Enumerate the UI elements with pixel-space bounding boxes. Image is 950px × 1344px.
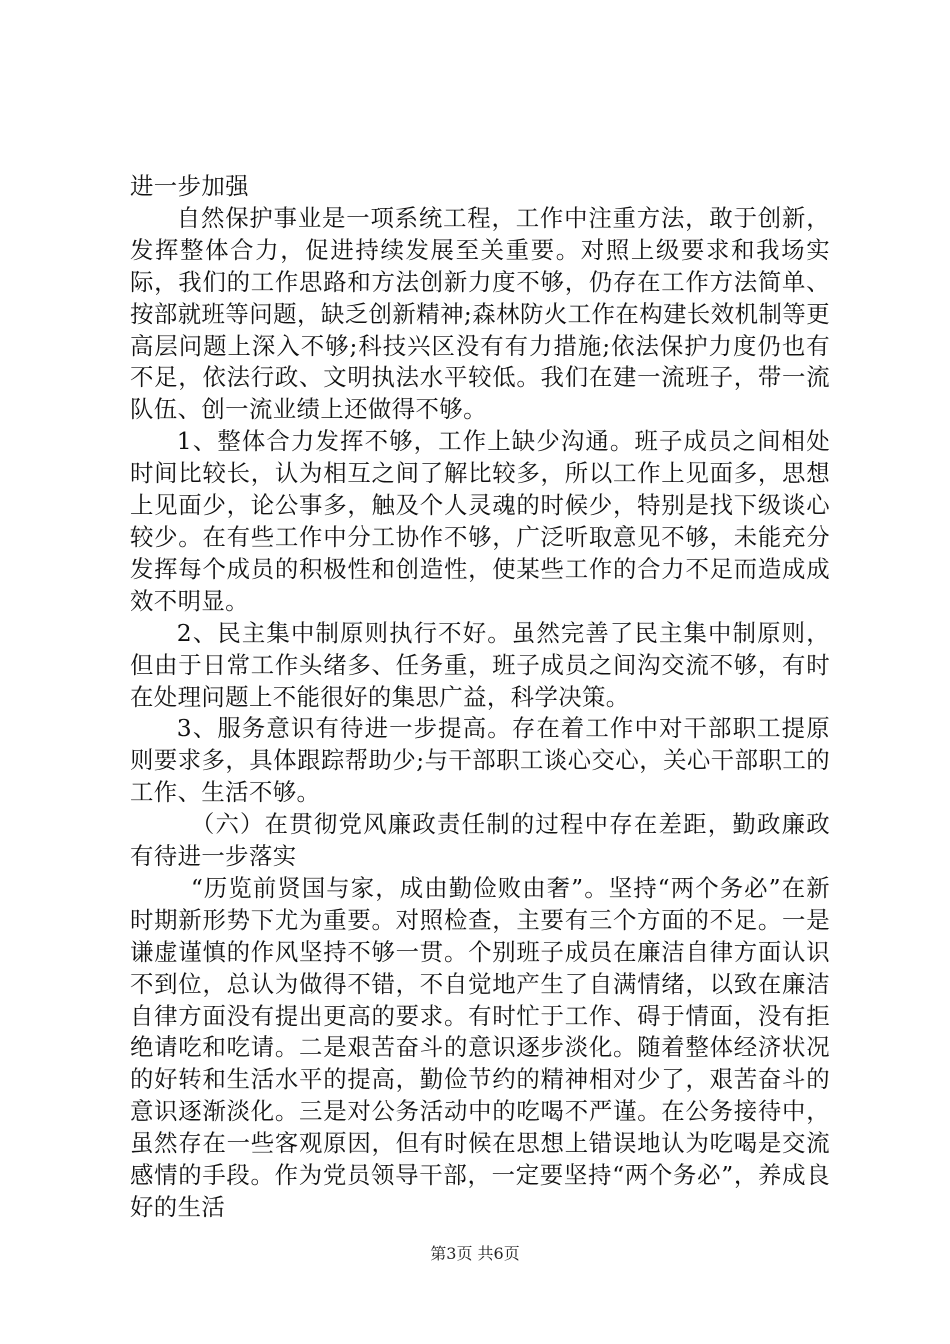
paragraph-continuation: 进一步加强 bbox=[130, 172, 249, 200]
paragraph-integrity: “历览前贤国与家，成由勤俭败由奢”。坚持“两个务必”在新时期新形势下尤为重要。对照检查，主要有三个方面的不足。一是谦虚谨慎的作风坚持不够一贯。个别班子成员在廉洁自律方面认识不到位，总认为做得不错，不自觉地产生了自满情绪，以致在廉洁自律方面没有提出更高的要求。有时忙于工作、碍于情面，没有拒绝请吃和吃请。二是艰苦奋斗的意识逐步淡化。随着整体经济状况的好转和生活水平的提高，勤俭节约的精神相对少了，艰苦奋斗的意识逐渐淡化。三是对公务活动中的吃喝不严谨。在公务接待中，虽然存在一些客观原因，但有时候在思想上错误地认为吃喝是交流感情的手段。作为党员领导干部，一定要坚持“两个务必”，养成良好的生活 bbox=[130, 873, 830, 1221]
section-heading-6: （六）在贯彻党风廉政责任制的过程中存在差距，勤政廉政有待进一步落实 bbox=[130, 810, 830, 871]
paragraph-point-2: 2、民主集中制原则执行不好。虽然完善了民主集中制原则，但由于日常工作头绪多、任务重，班子成员之间沟交流不够，有时在处理问题上不能很好的集思广益，科学决策。 bbox=[130, 618, 830, 711]
paragraph-innovation: 自然保护事业是一项系统工程，工作中注重方法，敢于创新，发挥整体合力，促进持续发展至关重要。对照上级要求和我场实际，我们的工作思路和方法创新力度不够，仍存在工作方法简单、按部就班等问题，缺乏创新精神;森林防火工作在构建长效机制等更高层问题上深入不够;科技兴区没有有力措施;依法保护力度仍也有不足，依法行政、文明执法水平较低。我们在建一流班子，带一流队伍、创一流业绩上还做得不够。 bbox=[130, 203, 830, 424]
paragraph-point-3: 3、服务意识有待进一步提高。存在着工作中对干部职工提原则要求多，具体跟踪帮助少;与干部职工谈心交心，关心干部职工的工作、生活不够。 bbox=[130, 714, 830, 807]
paragraph-point-1: 1、整体合力发挥不够，工作上缺少沟通。班子成员之间相处时间比较长，认为相互之间了解比较多，所以工作上见面多，思想上见面少，论公事多，触及个人灵魂的时候少，特别是找下级谈心较少。在有些工作中分工协作不够，广泛听取意见不够，未能充分发挥每个成员的积极性和创造性，使某些工作的合力不足而造成成效不明显。 bbox=[130, 427, 830, 615]
document-body bbox=[130, 171, 830, 1224]
page-number-footer: 第3页 共6页 bbox=[430, 1244, 520, 1263]
